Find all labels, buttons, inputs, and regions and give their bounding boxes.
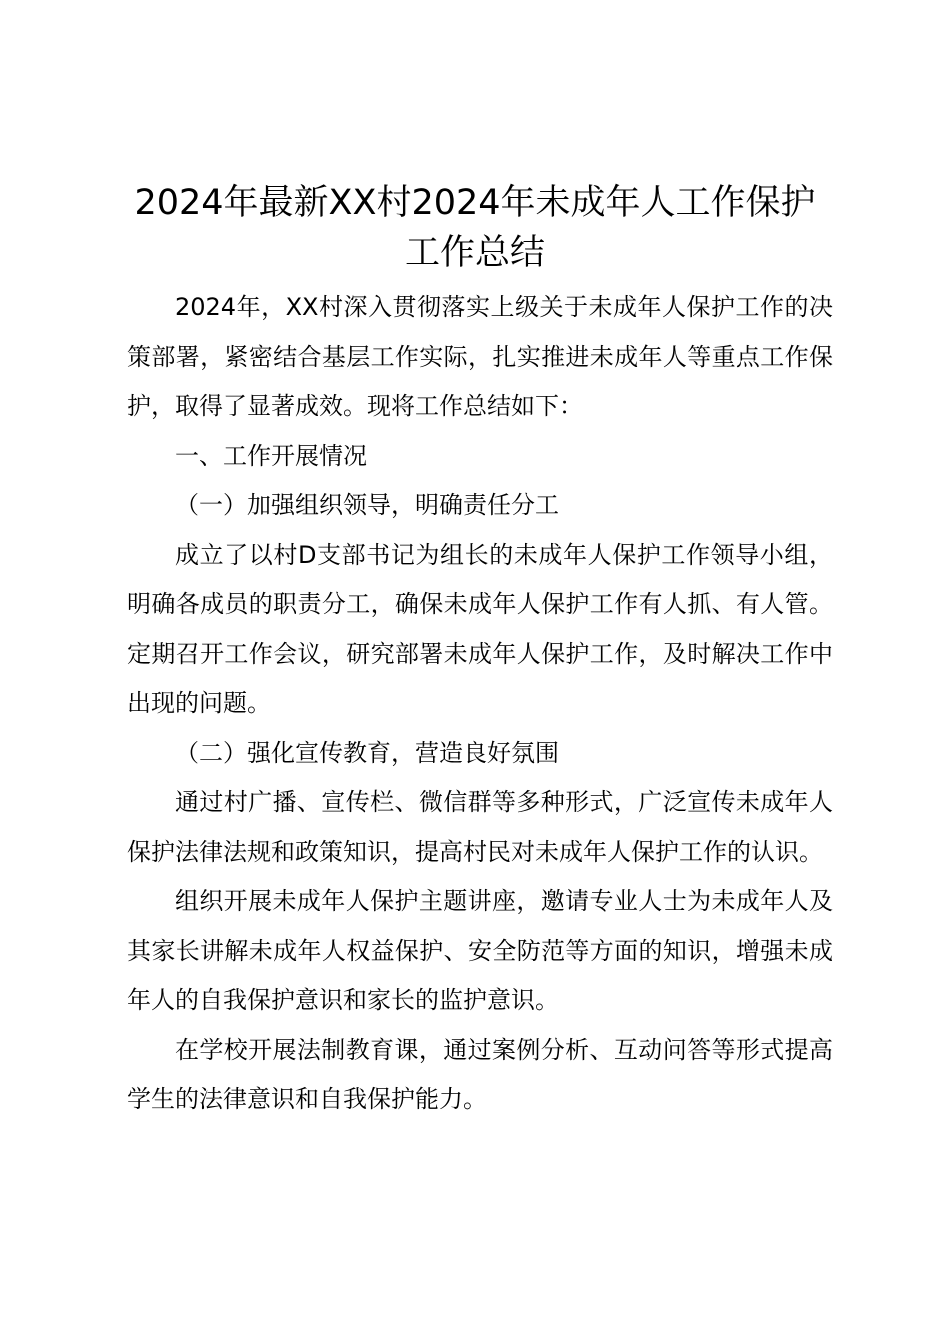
subsection-heading-2: （二）强化宣传教育，营造良好氛围 bbox=[175, 738, 559, 767]
section-heading-1: 一、工作开展情况 bbox=[175, 441, 367, 470]
body-paragraph: 在学校开展法制教育课，通过案例分析、互动问答等形式提高学生的法律意识和自我保护能力。 bbox=[127, 1035, 833, 1113]
body-paragraph: 组织开展未成年人保护主题讲座，邀请专业人士为未成年人及其家长讲解未成年人权益保护、安全防范等方面的知识，增强未成年人的自我保护意识和家长的监护意识。 bbox=[127, 887, 833, 1014]
intro-paragraph: 2024年，XX村深入贯彻落实上级关于未成年人保护工作的决策部署，紧密结合基层工作实际，扎实推进未成年人等重点工作保护，取得了显著成效。现将工作总结如下： bbox=[127, 293, 833, 420]
document-title: 2024年最新XX村2024年未成年人工作保护工作总结 bbox=[134, 183, 816, 273]
subsection-heading-1: （一）加强组织领导，明确责任分工 bbox=[175, 491, 559, 519]
body-paragraph: 通过村广播、宣传栏、微信群等多种形式，广泛宣传未成年人保护法律法规和政策知识，提高村民对未成年人保护工作的认识。 bbox=[127, 788, 833, 866]
document-body bbox=[127, 283, 833, 1125]
body-paragraph: 成立了以村D支部书记为组长的未成年人保护工作领导小组，明确各成员的职责分工，确保未成年人保护工作有人抓、有人管。定期召开工作会议，研究部署未成年人保护工作，及时解决工作中出现的问题。 bbox=[127, 540, 833, 717]
